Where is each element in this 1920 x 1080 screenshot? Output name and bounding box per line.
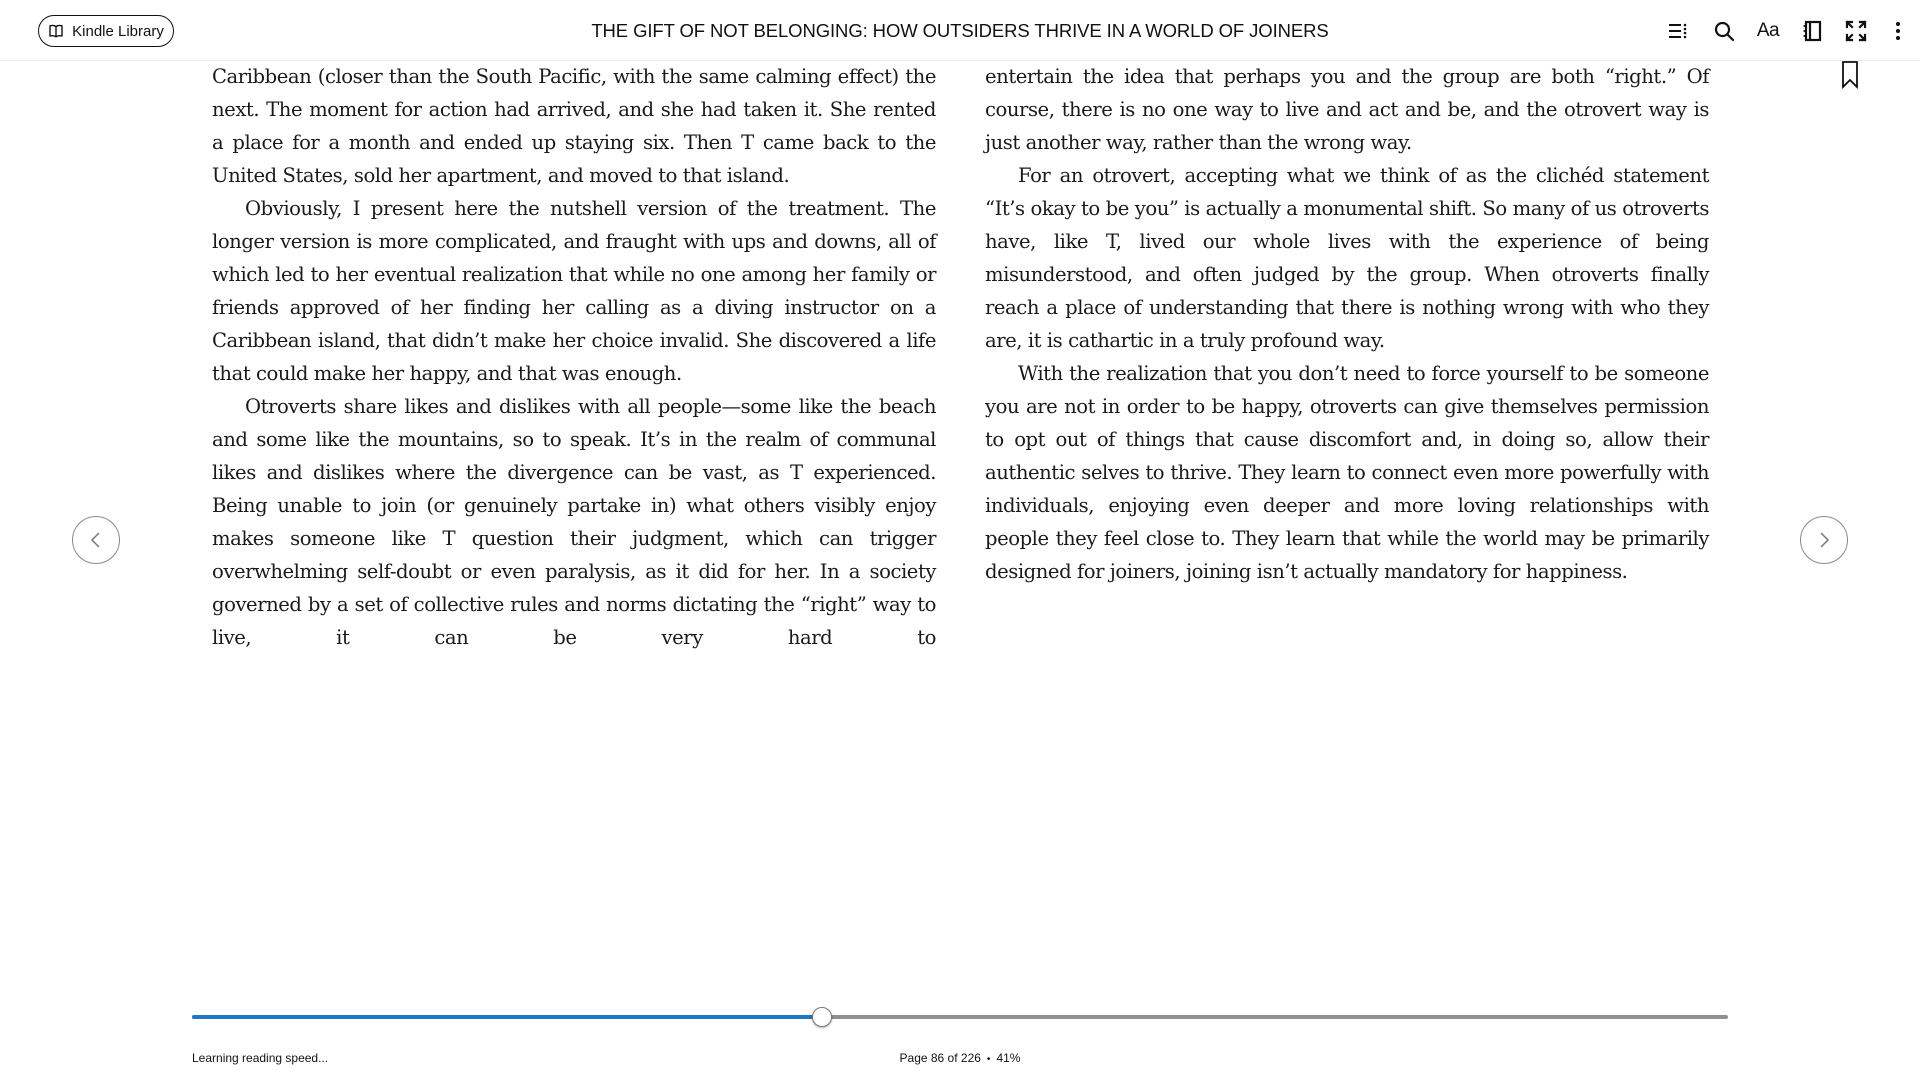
search-icon [1712,19,1736,43]
font-settings-icon: Aa [1756,20,1780,41]
notebook-icon [1800,19,1824,43]
right-page [985,60,1709,588]
table-of-contents-button[interactable] [1662,15,1694,47]
page-info: Page 86 of 226 [899,1051,981,1065]
bookmark-icon [1838,60,1862,90]
fullscreen-button[interactable] [1840,15,1872,47]
paragraph: entertain the idea that perhaps you and the group are both “right.” Of course, there is no one way to live and act and be, and the otrovert way is just another way, rather than the wrong way. [985,65,1709,154]
fullscreen-icon [1844,19,1868,43]
table-of-contents-icon [1666,19,1690,43]
previous-page-button[interactable] [72,516,120,564]
book-title: THE GIFT OF NOT BELONGING: HOW OUTSIDERS THRIVE IN A WORLD OF JOINERS [591,20,1329,41]
paragraph: Obviously, I present here the nutshell version of the treatment. The longer version is more complicated, and fraught with ups and downs, all of which led to her eventual realization that while no one among her family or friends approved of her finding her calling as a diving instructor on a Caribbean island, that didn’t make her choice invalid. She discovered a life that could make her happy, and that was enough. [212,197,936,385]
paragraph: With the realization that you don’t need to force yourself to be someone you are not in order to be happy, otroverts can give themselves permission to opt out of things that cause discomfort and, in doing so, allow their authentic selves to thrive. They learn to connect even more powerfully with individuals, enjoying even deeper and more loving relationships with people they feel close to. They learn that while the world may be primarily designed for joiners, joining isn’t actually mandatory for happiness. [985,362,1709,583]
more-options-icon [1886,19,1910,43]
next-page-button[interactable] [1800,516,1848,564]
search-button[interactable] [1708,15,1740,47]
separator-dot: • [986,1054,991,1065]
more-options-button[interactable] [1882,15,1914,47]
page-location [0,1051,1920,1065]
chevron-right-icon [1814,530,1834,550]
paragraph: For an otrovert, accepting what we think of as the clichéd statement “It’s okay to be you” is actually a monumental shift. So many of us otroverts have, like T, lived our whole lives with the experience of being misunderstood, and often judged by the group. When otroverts finally reach a place of understanding that there is nothing wrong with who they are, it is cathartic in a truly profound way. [985,164,1709,352]
left-page [212,60,936,654]
kindle-library-label: Kindle Library [72,22,164,40]
notebook-button[interactable] [1796,15,1828,47]
progress-fill [192,1015,822,1019]
font-settings-button[interactable] [1752,15,1784,47]
reading-progress-slider[interactable] [192,1011,1728,1025]
paragraph: Otroverts share likes and dislikes with all people—some like the beach and some like the mountains, so to speak. It’s in the realm of communal likes and dislikes where the divergence can be vast, as T experienced. Being unable to join (or genuinely partake in) what others visibly enjoy makes someone like T question their judgment, which can trigger overwhelming self-doubt or even paralysis, as it did for her. In a society governed by a set of collective rules and norms dictating the “right” way to live, it can be very hard to [212,395,936,649]
percent-read: 41% [996,1051,1021,1065]
bookmark-button[interactable] [1838,60,1862,90]
reading-speed-status: Learning reading speed... [192,1051,329,1065]
progress-slider-thumb[interactable] [812,1007,832,1027]
chevron-left-icon [86,530,106,550]
top-bar [0,0,1920,61]
paragraph: Caribbean (closer than the South Pacific, with the same calming effect) the next. The moment for action had arrived, and she had taken it. She rented a place for a month and ended up staying six. Then T came back to the United States, sold her apartment, and moved to that island. [212,65,936,187]
